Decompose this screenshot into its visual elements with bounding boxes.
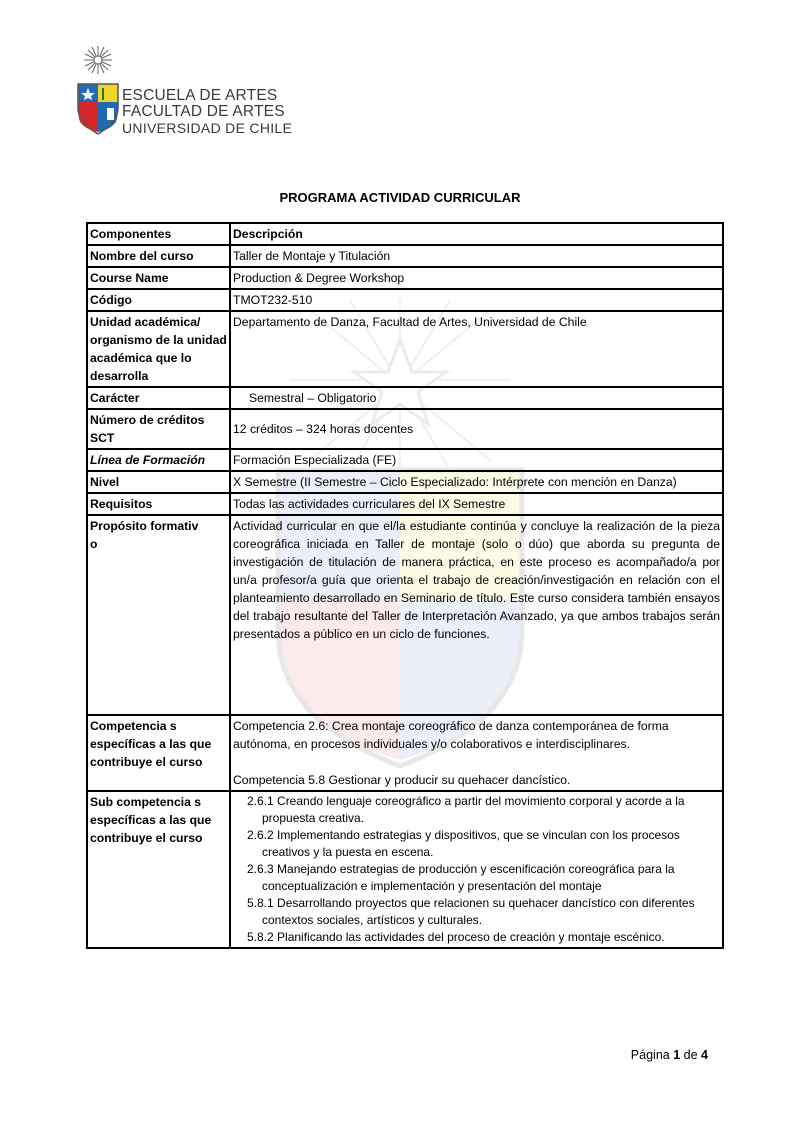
subcompetencia-text-cont: creativos y la puesta en escena. (262, 845, 434, 859)
logo-line-universidad: UNIVERSIDAD DE CHILE (122, 120, 293, 136)
value-nivel: X Semestre (II Semestre – Ciclo Especializado: Intérprete con mención en Danza) (230, 471, 723, 493)
university-shield-icon (74, 44, 122, 136)
subcompetencia-text-cont: contextos sociales, artísticos y culturales. (262, 913, 483, 927)
subcompetencia-2-6-3 (247, 861, 722, 895)
label-proposito: Propósito formativ o (87, 515, 230, 715)
value-subcompetencias (230, 791, 723, 948)
value-unidad: Departamento de Danza, Facultad de Artes, Universidad de Chile (230, 311, 723, 387)
logo-text (122, 88, 292, 136)
subcompetencia-text-cont: propuesta creativa. (262, 811, 365, 825)
value-requisitos: Todas las actividades curriculares del IX Semestre (230, 493, 723, 515)
value-proposito: Actividad curricular en que el/la estudiante continúa y concluye la realización de la pieza coreográfica iniciada en Taller de montaje (solo o dúo) que aborda su pregunta de investigación de titulación de manera práctica, en este proceso es acompañado/a por un/a profesor/a guía que orienta el trabajo de creación/investigación en relación con el planteamiento desarrollado en Seminario de título. Este curso considera también ensayos del trabajo resultante del Taller de Interpretación Avanzado, ya que ambos trabajos serán presentados a público en un ciclo de funciones. (230, 515, 723, 715)
subcompetencia-5-8-2 (247, 929, 722, 946)
label-subcompetencias: Sub competencia s específicas a las que contribuye el curso (87, 791, 230, 948)
row-creditos (87, 409, 723, 449)
label-unidad: Unidad académica/ organismo de la unidad académica que lo desarrolla (87, 311, 230, 387)
page-total: 4 (701, 1048, 708, 1062)
spacer (233, 753, 722, 771)
value-codigo: TMOT232-510 (230, 289, 723, 311)
table-header-row (87, 223, 723, 245)
header-descripcion: Descripción (230, 223, 723, 245)
value-caracter: Semestral – Obligatorio (230, 387, 723, 409)
logo-line-escuela: ESCUELA DE ARTES (122, 87, 278, 104)
page-current: 1 (673, 1048, 681, 1062)
row-proposito (87, 515, 723, 715)
row-codigo (87, 289, 723, 311)
value-course-name: Production & Degree Workshop (230, 267, 723, 289)
page-word: Página (630, 1048, 670, 1062)
page-of-word: de (683, 1048, 698, 1062)
label-course-name: Course Name (87, 267, 230, 289)
value-competencias (230, 715, 723, 791)
subcompetencia-text: 2.6.3 Manejando estrategias de producción y escenificación coreográfica para la (247, 862, 675, 876)
label-caracter: Carácter (87, 387, 230, 409)
program-table (86, 222, 724, 949)
subcompetencia-text: 5.8.2 Planificando las actividades del proceso de creación y montaje escénico. (247, 930, 665, 944)
label-competencias: Competencia s específicas a las que contribuye el curso (87, 715, 230, 791)
document-title: PROGRAMA ACTIVIDAD CURRICULAR (279, 190, 521, 205)
subcompetencia-text: 5.8.1 Desarrollando proyectos que relacionen su quehacer dancístico con diferentes (247, 896, 695, 910)
label-nivel: Nivel (87, 471, 230, 493)
row-nombre (87, 245, 723, 267)
header-componentes: Componentes (87, 223, 230, 245)
row-linea (87, 449, 723, 471)
subcompetencia-2-6-1 (247, 793, 722, 827)
row-nivel (87, 471, 723, 493)
label-linea: Línea de Formación (87, 449, 230, 471)
row-requisitos (87, 493, 723, 515)
competencia-5-8: Competencia 5.8 Gestionar y producir su quehacer dancístico. (233, 773, 571, 787)
row-subcompetencias (87, 791, 723, 948)
row-competencias (87, 715, 723, 791)
subcompetencia-text-cont: conceptualización e implementación y presentación del montaje (262, 879, 602, 893)
subcompetencia-5-8-1 (247, 895, 722, 929)
row-unidad (87, 311, 723, 387)
value-nombre: Taller de Montaje y Titulación (230, 245, 723, 267)
row-caracter (87, 387, 723, 409)
subcompetencia-2-6-2 (247, 827, 722, 861)
competencia-2-6: Competencia 2.6: Crea montaje coreográfico de danza contemporánea de forma autónoma, en procesos individuales y/o colaborativos e interdisciplinares. (233, 719, 669, 751)
label-requisitos: Requisitos (87, 493, 230, 515)
page-number (631, 1048, 708, 1062)
label-creditos: Número de créditos SCT (87, 409, 230, 449)
subcompetencia-text: 2.6.1 Creando lenguaje coreográfico a partir del movimiento corporal y acorde a la (247, 794, 685, 808)
row-course-name (87, 267, 723, 289)
label-codigo: Código (87, 289, 230, 311)
subcompetencia-text: 2.6.2 Implementando estrategias y dispositivos, que se vinculan con los procesos (247, 828, 680, 842)
value-creditos: 12 créditos – 324 horas docentes (230, 409, 723, 449)
logo-line-facultad: FACULTAD DE ARTES (122, 103, 285, 120)
label-nombre: Nombre del curso (87, 245, 230, 267)
value-linea: Formación Especializada (FE) (230, 449, 723, 471)
